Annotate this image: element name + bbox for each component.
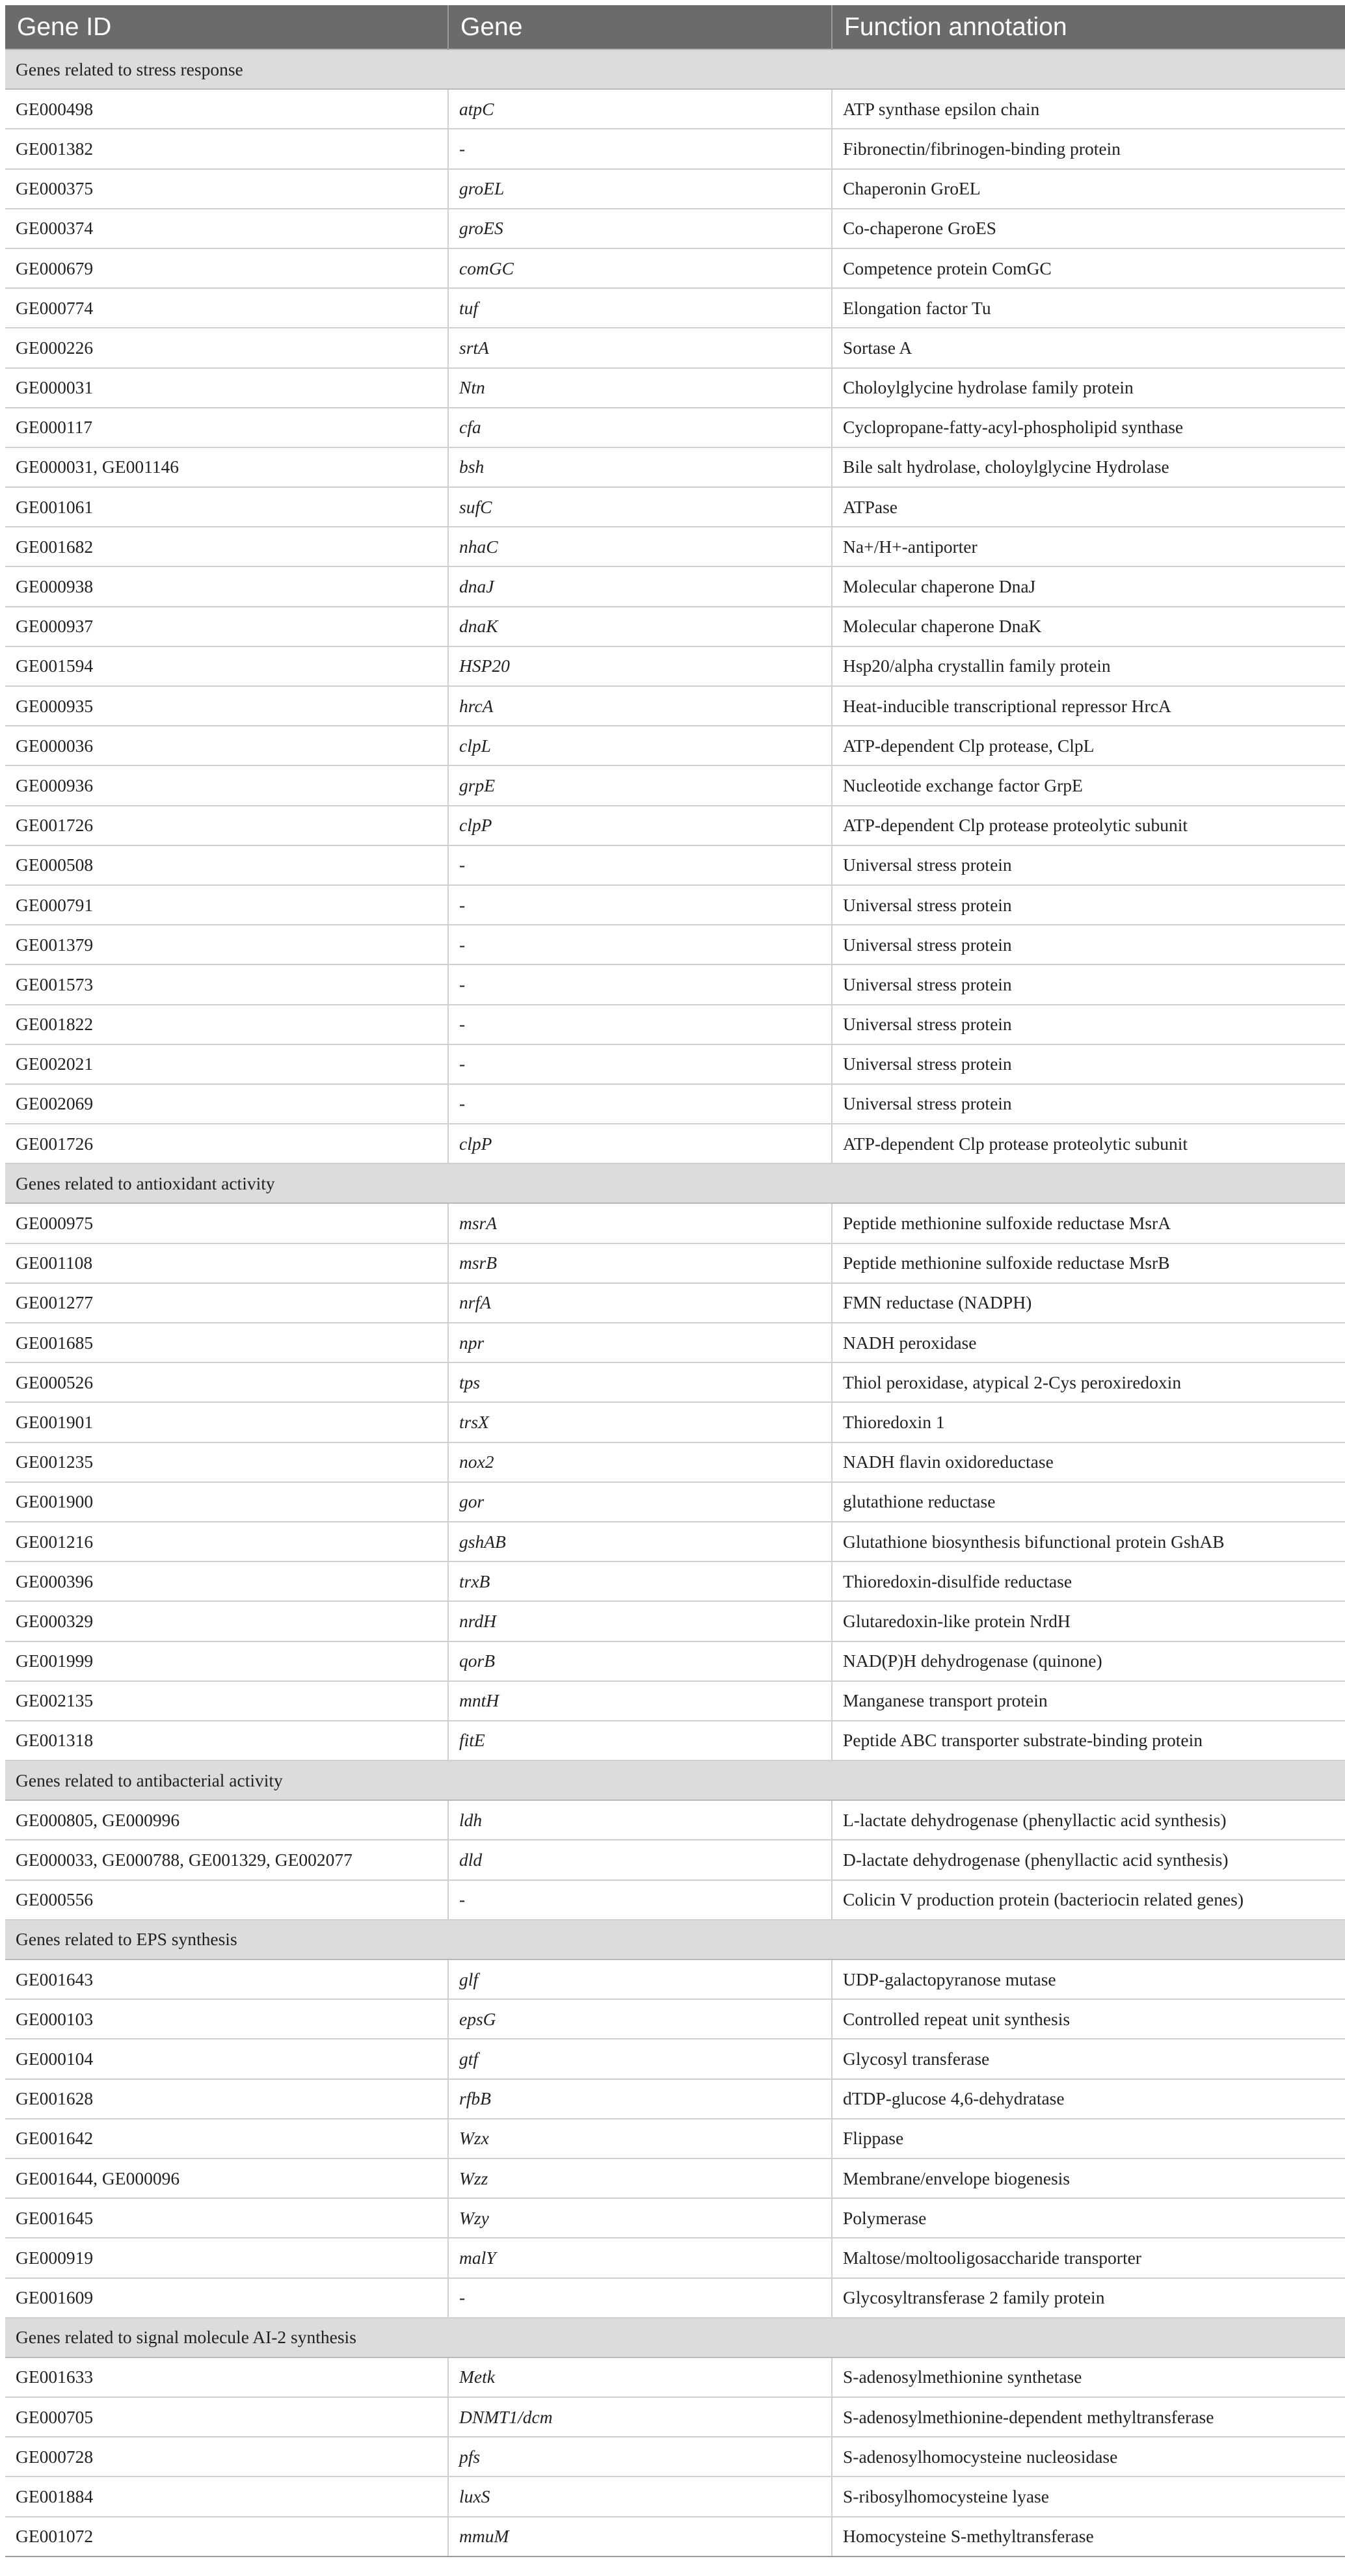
gene-cell: bsh [448,447,832,487]
table-row [5,1482,1345,1522]
function-cell: Glycosyltransferase 2 family protein [832,2278,1345,2318]
table-row [5,686,1345,726]
gene-id-cell: GE001108 [5,1243,448,1283]
function-cell: Peptide methionine sulfoxide reductase MsrB [832,1243,1345,1283]
gene-cell: dld [448,1840,832,1879]
gene-cell: clpP [448,1124,832,1163]
gene-id-cell: GE000329 [5,1601,448,1641]
header-row [5,5,1345,49]
function-cell: Heat-inducible transcriptional repressor HrcA [832,686,1345,726]
function-cell: D-lactate dehydrogenase (phenyllactic acid synthesis) [832,1840,1345,1879]
gene-id-cell: GE000791 [5,885,448,925]
table-row [5,726,1345,765]
gene-id-cell: GE001726 [5,806,448,845]
table-row [5,1243,1345,1283]
gene-id-cell: GE000556 [5,1880,448,1920]
table-row [5,209,1345,248]
function-cell: Thiol peroxidase, atypical 2-Cys peroxiredoxin [832,1362,1345,1402]
function-cell: Universal stress protein [832,845,1345,885]
function-cell: S-ribosylhomocysteine lyase [832,2476,1345,2516]
gene-id-cell: GE000919 [5,2238,448,2277]
gene-id-cell: GE000975 [5,1203,448,1243]
gene-id-cell: GE001609 [5,2278,448,2318]
table-row [5,368,1345,408]
gene-cell: Metk [448,2357,832,2397]
function-cell: ATPase [832,487,1345,527]
gene-cell: cfa [448,408,832,447]
function-cell: NAD(P)H dehydrogenase (quinone) [832,1641,1345,1681]
table-row [5,2278,1345,2318]
function-cell: Molecular chaperone DnaK [832,607,1345,646]
table-row [5,288,1345,328]
function-cell: S-adenosylmethionine-dependent methyltransferase [832,2397,1345,2437]
table-row [5,925,1345,964]
gene-id-cell: GE001277 [5,1283,448,1323]
gene-cell: luxS [448,2476,832,2516]
table-row [5,1880,1345,1920]
gene-cell: DNMT1/dcm [448,2397,832,2437]
gene-id-cell: GE001901 [5,1402,448,1442]
gene-cell: - [448,1084,832,1124]
table-row [5,1402,1345,1442]
table-row [5,129,1345,168]
section-title: Genes related to signal molecule AI-2 synthesis [5,2318,1345,2357]
gene-id-cell: GE001235 [5,1442,448,1482]
function-cell: glutathione reductase [832,1482,1345,1522]
gene-id-cell: GE001382 [5,129,448,168]
gene-id-cell: GE000935 [5,686,448,726]
header-gene: Gene [448,5,832,49]
gene-cell: - [448,1880,832,1920]
function-cell: Glutaredoxin-like protein NrdH [832,1601,1345,1641]
gene-cell: - [448,964,832,1004]
gene-id-cell: GE001318 [5,1721,448,1760]
table-row [5,447,1345,487]
table-row [5,2158,1345,2198]
gene-function-table [5,5,1345,2557]
gene-cell: groES [448,209,832,248]
function-cell: Controlled repeat unit synthesis [832,1999,1345,2039]
gene-id-cell: GE001682 [5,527,448,566]
table-row [5,248,1345,288]
gene-id-cell: GE001072 [5,2517,448,2556]
gene-id-cell: GE001642 [5,2119,448,2158]
gene-id-cell: GE000033, GE000788, GE001329, GE002077 [5,1840,448,1879]
table-row [5,806,1345,845]
function-cell: Glutathione biosynthesis bifunctional protein GshAB [832,1522,1345,1561]
gene-id-cell: GE000938 [5,566,448,606]
gene-cell: gor [448,1482,832,1522]
gene-id-cell: GE002021 [5,1044,448,1084]
table-header [5,5,1345,49]
gene-id-cell: GE001216 [5,1522,448,1561]
table-row [5,1800,1345,1840]
gene-cell: nhaC [448,527,832,566]
gene-cell: grpE [448,765,832,805]
table-row [5,1005,1345,1044]
table-row [5,1601,1345,1641]
gene-id-cell: GE001900 [5,1482,448,1522]
function-cell: Universal stress protein [832,964,1345,1004]
table-row [5,328,1345,367]
table-row [5,2437,1345,2476]
function-cell: L-lactate dehydrogenase (phenyllactic acid synthesis) [832,1800,1345,1840]
gene-id-cell: GE001685 [5,1323,448,1362]
function-cell: Bile salt hydrolase, choloylglycine Hydrolase [832,447,1345,487]
gene-cell: nox2 [448,1442,832,1482]
table-row [5,1522,1345,1561]
gene-cell: nrdH [448,1601,832,1641]
gene-cell: dnaK [448,607,832,646]
gene-id-cell: GE000508 [5,845,448,885]
table-row [5,169,1345,209]
section-title: Genes related to antioxidant activity [5,1163,1345,1203]
table-row [5,1323,1345,1362]
table-row [5,408,1345,447]
gene-cell: Wzz [448,2158,832,2198]
gene-id-cell: GE001644, GE000096 [5,2158,448,2198]
gene-cell: - [448,1044,832,1084]
function-cell: Fibronectin/fibrinogen-binding protein [832,129,1345,168]
gene-cell: Wzy [448,2198,832,2238]
function-cell: Sortase A [832,328,1345,367]
table-row [5,2079,1345,2119]
function-cell: FMN reductase (NADPH) [832,1283,1345,1323]
function-cell: Na+/H+-antiporter [832,527,1345,566]
gene-id-cell: GE000728 [5,2437,448,2476]
table-row [5,646,1345,686]
table-row [5,1283,1345,1323]
gene-cell: mmuM [448,2517,832,2556]
gene-id-cell: GE001822 [5,1005,448,1044]
table-row [5,1203,1345,1243]
gene-id-cell: GE000375 [5,169,448,209]
gene-cell: rfbB [448,2079,832,2119]
table-row [5,527,1345,566]
function-cell: Glycosyl transferase [832,2039,1345,2078]
gene-table-container [5,5,1345,2557]
gene-id-cell: GE000031 [5,368,448,408]
gene-cell: glf [448,1959,832,1999]
table-row [5,487,1345,527]
section-row [5,1920,1345,1959]
function-cell: Colicin V production protein (bacteriocin related genes) [832,1880,1345,1920]
function-cell: NADH flavin oxidoreductase [832,1442,1345,1482]
gene-id-cell: GE000396 [5,1561,448,1601]
function-cell: Universal stress protein [832,1044,1345,1084]
gene-id-cell: GE001645 [5,2198,448,2238]
gene-id-cell: GE001633 [5,2357,448,2397]
function-cell: ATP synthase epsilon chain [832,89,1345,129]
gene-id-cell: GE001628 [5,2079,448,2119]
gene-id-cell: GE001884 [5,2476,448,2516]
function-cell: Polymerase [832,2198,1345,2238]
table-row [5,566,1345,606]
gene-id-cell: GE002069 [5,1084,448,1124]
section-title: Genes related to antibacterial activity [5,1760,1345,1800]
table-row [5,1561,1345,1601]
gene-cell: - [448,925,832,964]
function-cell: UDP-galactopyranose mutase [832,1959,1345,1999]
gene-id-cell: GE001379 [5,925,448,964]
gene-id-cell: GE000226 [5,328,448,367]
gene-cell: malY [448,2238,832,2277]
function-cell: Homocysteine S-methyltransferase [832,2517,1345,2556]
table-row [5,845,1345,885]
gene-cell: trsX [448,1402,832,1442]
gene-cell: - [448,845,832,885]
function-cell: S-adenosylhomocysteine nucleosidase [832,2437,1345,2476]
gene-cell: srtA [448,328,832,367]
gene-cell: tuf [448,288,832,328]
gene-id-cell: GE000104 [5,2039,448,2078]
function-cell: Maltose/moltooligosaccharide transporter [832,2238,1345,2277]
table-row [5,2517,1345,2556]
function-cell: Nucleotide exchange factor GrpE [832,765,1345,805]
table-row [5,2238,1345,2277]
gene-cell: comGC [448,248,832,288]
table-row [5,607,1345,646]
table-row [5,2198,1345,2238]
gene-cell: groEL [448,169,832,209]
function-cell: ATP-dependent Clp protease proteolytic subunit [832,1124,1345,1163]
gene-cell: HSP20 [448,646,832,686]
function-cell: Competence protein ComGC [832,248,1345,288]
function-cell: Peptide ABC transporter substrate-binding protein [832,1721,1345,1760]
section-row [5,1760,1345,1800]
gene-cell: - [448,885,832,925]
gene-cell: msrA [448,1203,832,1243]
gene-id-cell: GE000774 [5,288,448,328]
gene-id-cell: GE001573 [5,964,448,1004]
function-cell: Universal stress protein [832,1084,1345,1124]
gene-id-cell: GE000679 [5,248,448,288]
gene-cell: fitE [448,1721,832,1760]
function-cell: Flippase [832,2119,1345,2158]
gene-id-cell: GE000805, GE000996 [5,1800,448,1840]
function-cell: Universal stress protein [832,925,1345,964]
function-cell: Hsp20/alpha crystallin family protein [832,646,1345,686]
table-row [5,1124,1345,1163]
gene-cell: - [448,129,832,168]
function-cell: Cyclopropane-fatty-acyl-phospholipid synthase [832,408,1345,447]
table-row [5,1959,1345,1999]
gene-id-cell: GE000705 [5,2397,448,2437]
gene-cell: - [448,2278,832,2318]
gene-id-cell: GE001061 [5,487,448,527]
gene-cell: nrfA [448,1283,832,1323]
function-cell: Peptide methionine sulfoxide reductase MsrA [832,1203,1345,1243]
gene-id-cell: GE000103 [5,1999,448,2039]
gene-id-cell: GE000117 [5,408,448,447]
gene-cell: qorB [448,1641,832,1681]
function-cell: Thioredoxin-disulfide reductase [832,1561,1345,1601]
table-row [5,1641,1345,1681]
function-cell: Thioredoxin 1 [832,1402,1345,1442]
function-cell: Chaperonin GroEL [832,169,1345,209]
gene-cell: Ntn [448,368,832,408]
table-row [5,1084,1345,1124]
gene-cell: gtf [448,2039,832,2078]
gene-id-cell: GE001726 [5,1124,448,1163]
gene-cell: hrcA [448,686,832,726]
gene-id-cell: GE000937 [5,607,448,646]
function-cell: Co-chaperone GroES [832,209,1345,248]
section-row [5,49,1345,89]
gene-id-cell: GE000036 [5,726,448,765]
table-row [5,765,1345,805]
gene-cell: msrB [448,1243,832,1283]
function-cell: Molecular chaperone DnaJ [832,566,1345,606]
gene-cell: pfs [448,2437,832,2476]
function-cell: Elongation factor Tu [832,288,1345,328]
function-cell: ATP-dependent Clp protease proteolytic subunit [832,806,1345,845]
table-row [5,1442,1345,1482]
table-row [5,89,1345,129]
gene-id-cell: GE000498 [5,89,448,129]
table-row [5,2357,1345,2397]
gene-cell: ldh [448,1800,832,1840]
gene-cell: sufC [448,487,832,527]
gene-cell: clpL [448,726,832,765]
table-row [5,964,1345,1004]
function-cell: Universal stress protein [832,1005,1345,1044]
table-row [5,1362,1345,1402]
table-row [5,1840,1345,1879]
table-row [5,1999,1345,2039]
function-cell: Manganese transport protein [832,1681,1345,1721]
gene-id-cell: GE001999 [5,1641,448,1681]
section-row [5,1163,1345,1203]
gene-cell: clpP [448,806,832,845]
function-cell: S-adenosylmethionine synthetase [832,2357,1345,2397]
table-row [5,1721,1345,1760]
gene-id-cell: GE000936 [5,765,448,805]
gene-cell: trxB [448,1561,832,1601]
gene-cell: mntH [448,1681,832,1721]
gene-cell: dnaJ [448,566,832,606]
gene-cell: npr [448,1323,832,1362]
gene-cell: Wzx [448,2119,832,2158]
function-cell: Universal stress protein [832,885,1345,925]
gene-cell: atpC [448,89,832,129]
header-gene-id: Gene ID [5,5,448,49]
section-row [5,2318,1345,2357]
table-row [5,885,1345,925]
table-row [5,2476,1345,2516]
table-row [5,2397,1345,2437]
function-cell: Membrane/envelope biogenesis [832,2158,1345,2198]
table-row [5,2039,1345,2078]
gene-cell: epsG [448,1999,832,2039]
table-body [5,49,1345,2556]
function-cell: ATP-dependent Clp protease, ClpL [832,726,1345,765]
function-cell: Choloylglycine hydrolase family protein [832,368,1345,408]
function-cell: NADH peroxidase [832,1323,1345,1362]
section-title: Genes related to stress response [5,49,1345,89]
gene-id-cell: GE000031, GE001146 [5,447,448,487]
gene-id-cell: GE001643 [5,1959,448,1999]
table-row [5,1681,1345,1721]
gene-cell: gshAB [448,1522,832,1561]
gene-id-cell: GE000526 [5,1362,448,1402]
header-function-annotation: Function annotation [832,5,1345,49]
gene-id-cell: GE002135 [5,1681,448,1721]
gene-cell: - [448,1005,832,1044]
gene-cell: tps [448,1362,832,1402]
table-row [5,1044,1345,1084]
section-title: Genes related to EPS synthesis [5,1920,1345,1959]
gene-id-cell: GE001594 [5,646,448,686]
gene-id-cell: GE000374 [5,209,448,248]
function-cell: dTDP-glucose 4,6-dehydratase [832,2079,1345,2119]
table-row [5,2119,1345,2158]
